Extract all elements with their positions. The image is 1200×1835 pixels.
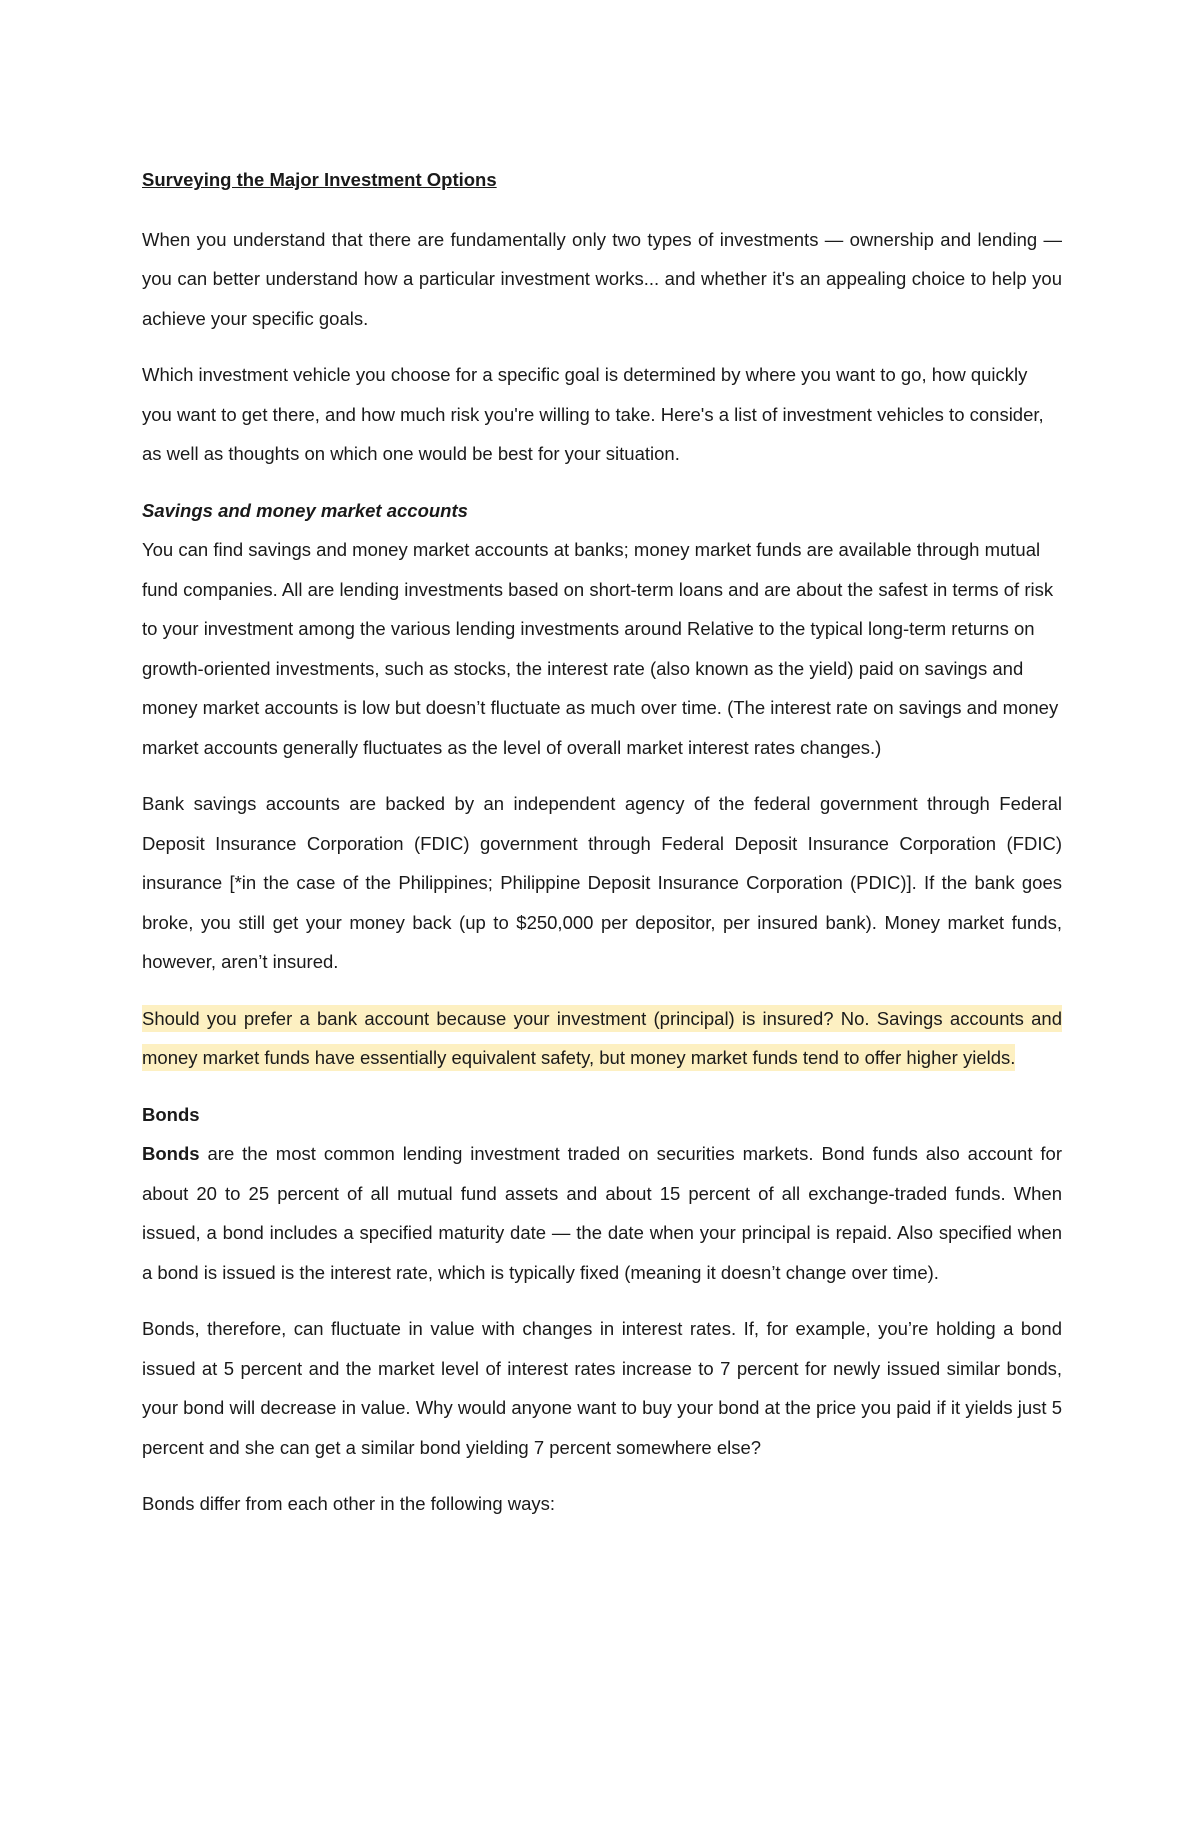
bonds-paragraph-1 — [142, 1134, 1062, 1292]
savings-paragraph-1: You can find savings and money market accounts at banks; money market funds are available through mutual fund companies. All are lending investments based on short-term loans and are about the safest in terms of risk to your investment among the various lending investments around Relative to the typical long-term returns on growth-oriented investments, such as stocks, the interest rate (also known as the yield) paid on savings and money market accounts is low but doesn’t fluctuate as much over time. (The interest rate on savings and money market accounts generally fluctuates as the level of overall market interest rates changes.) — [142, 539, 1059, 758]
bonds-paragraph-2: Bonds, therefore, can fluctuate in value with changes in interest rates. If, for example, you’re holding a bond issued at 5 percent and the market level of interest rates increase to 7 percent for newly issued similar bonds, your bond will decrease in value. Why would anyone want to buy your bond at the price you paid if it yields just 5 percent and she can get a similar bond yielding 7 percent somewhere else? — [142, 1318, 1062, 1458]
bonds-paragraph-3: Bonds differ from each other in the following ways: — [142, 1493, 556, 1514]
savings-paragraph-2: Bank savings accounts are backed by an independent agency of the federal government through Federal Deposit Insurance Corporation (FDIC) government through Federal Deposit Insurance Corporation (FDIC) insurance [*in the case of the Philippines; Philippine Deposit Insurance Corporation (PDIC)]. If the bank goes broke, you still get your money back (up to $250,000 per depositor, per insured bank). Money market funds, however, aren’t insured. — [142, 793, 1062, 972]
document-title: Surveying the Major Investment Options — [142, 169, 497, 190]
document-page — [142, 160, 1062, 1541]
bonds-heading: Bonds — [142, 1103, 200, 1125]
highlighted-note — [142, 999, 1062, 1078]
bonds-paragraph-1-text: are the most common lending investment traded on securities markets. Bond funds also account for about 20 to 25 percent of all mutual fund assets and about 15 percent of all exchange-traded funds. When issued, a bond includes a specified maturity date — the date when your principal is repaid. Also specified when a bond is issued is the interest rate, which is typically fixed (meaning it doesn’t change over time). — [142, 1143, 1062, 1283]
bonds-lead-term: Bonds — [142, 1143, 200, 1164]
intro-paragraph-2: Which investment vehicle you choose for a specific goal is determined by where you want to go, how quickly you want to get there, and how much risk you're willing to take. Here's a list of investment vehicles to consider, as well as thoughts on which one would be best for your situation. — [142, 364, 1044, 464]
savings-heading: Savings and money market accounts — [142, 499, 468, 521]
highlighted-note-text: Should you prefer a bank account because your investment (principal) is insured? No. Savings accounts and money market funds have essentially equivalent safety, but money market funds tend to offer higher yields. — [142, 1005, 1062, 1072]
intro-paragraph-1: When you understand that there are fundamentally only two types of investments — ownership and lending — you can better understand how a particular investment works... and whether it's an appealing choice to help you achieve your specific goals. — [142, 228, 1062, 329]
